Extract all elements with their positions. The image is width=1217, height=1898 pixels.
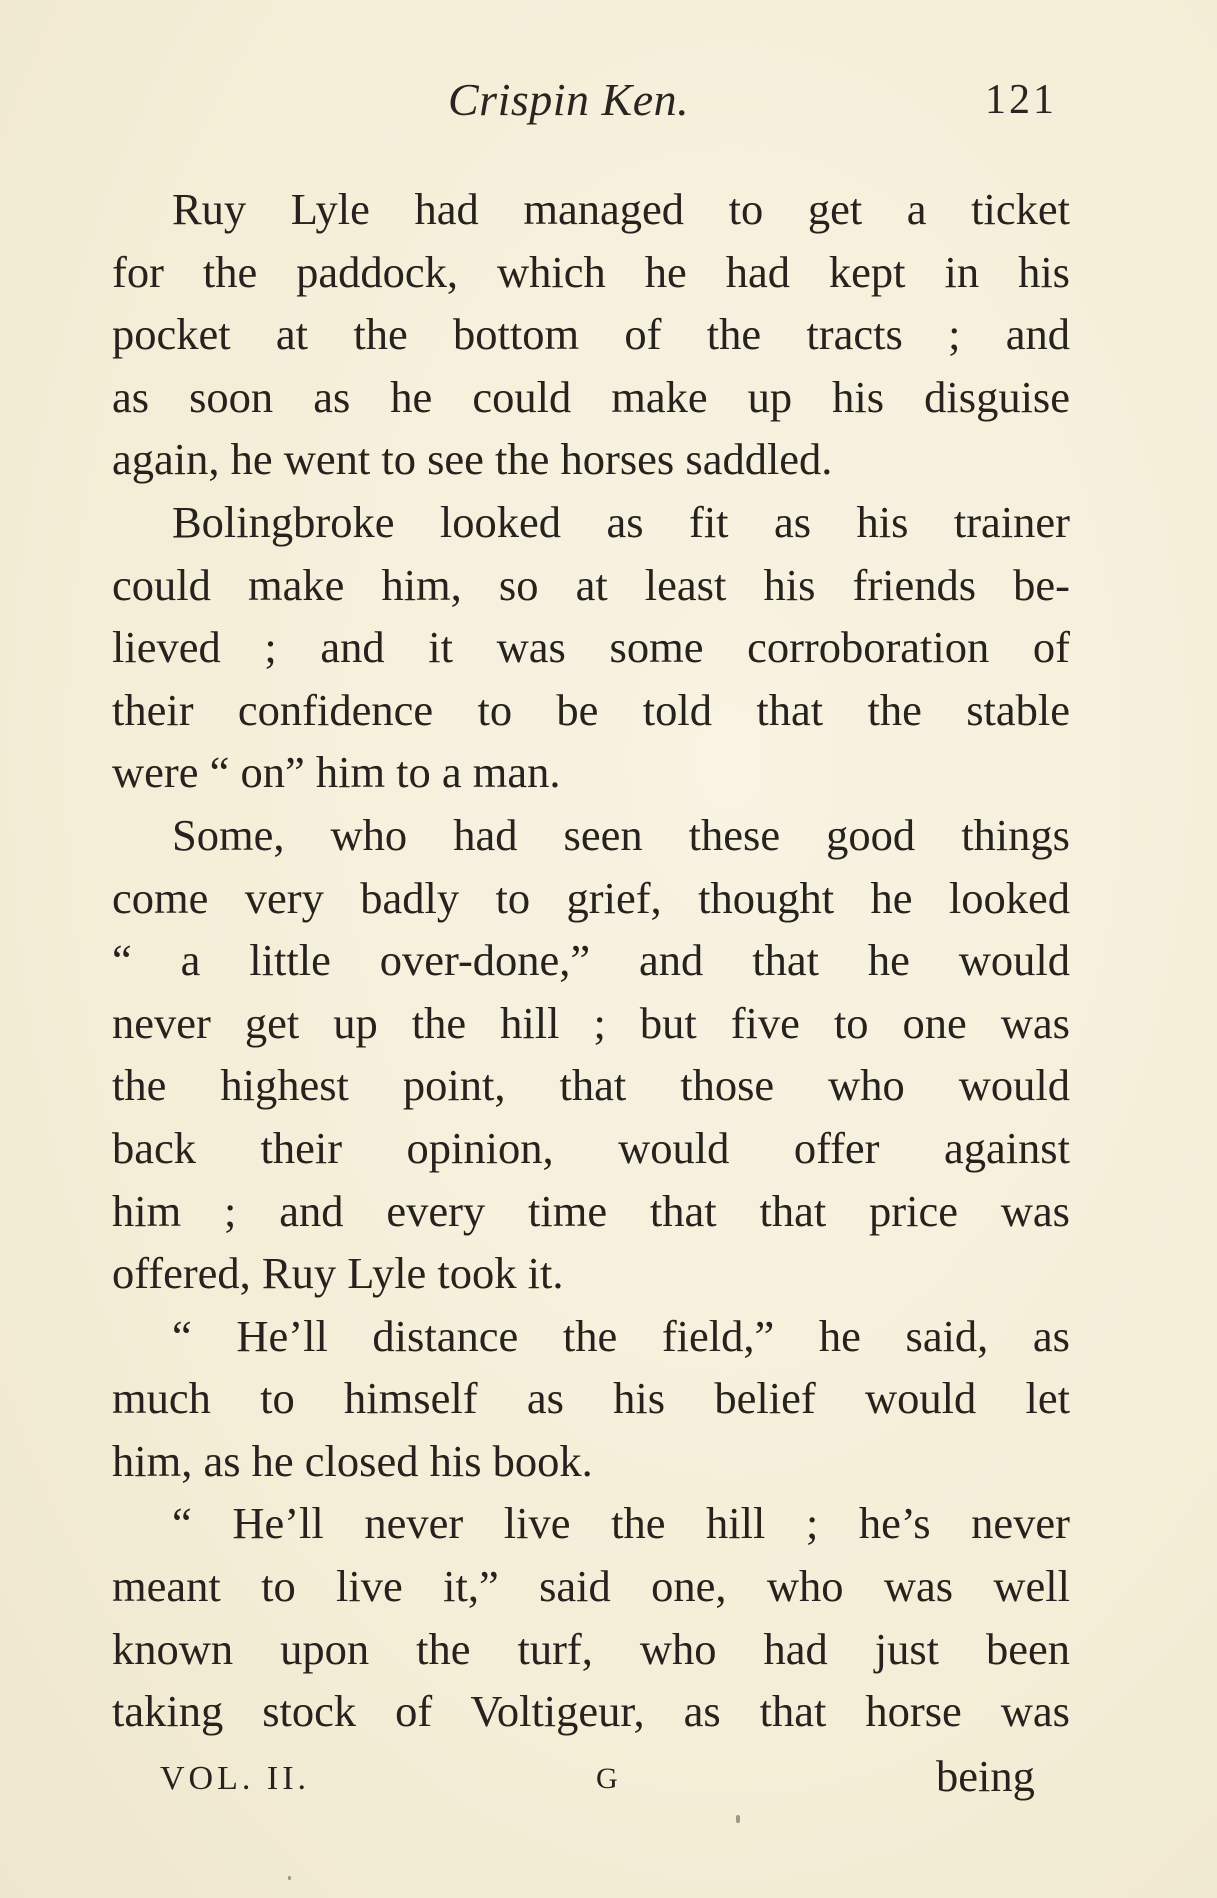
text-line: as soon as he could make up his disguise xyxy=(112,371,1070,422)
page-footer xyxy=(0,1746,1217,1806)
text-line: again, he went to see the horses saddled. xyxy=(112,434,833,485)
text-line: could make him, so at least his friends be- xyxy=(112,559,1070,610)
text-line: lieved ; and it was some corroboration of xyxy=(112,622,1070,673)
text-line: known upon the turf, who had just been xyxy=(112,1623,1070,1674)
gathering-mark: G xyxy=(596,1762,618,1795)
paper-speck xyxy=(736,1815,740,1823)
paper-speck xyxy=(288,1876,291,1880)
text-line: Ruy Lyle had managed to get a ticket xyxy=(172,184,1070,234)
text-line: meant to live it,” said one, who was well xyxy=(112,1561,1070,1612)
text-line: were “ on” him to a man. xyxy=(112,747,561,798)
volume-signature: VOL. II. xyxy=(160,1760,311,1797)
text-line: never get up the hill ; but five to one was xyxy=(112,997,1070,1048)
text-line: Bolingbroke looked as fit as his trainer xyxy=(172,496,1070,547)
text-line: for the paddock, which he had kept in his xyxy=(112,246,1070,297)
text-line: Some, who had seen these good things xyxy=(172,809,1070,860)
running-head xyxy=(0,70,1217,130)
text-line: back their opinion, would offer against xyxy=(112,1122,1070,1173)
text-line: pocket at the bottom of the tracts ; and xyxy=(112,309,1070,360)
text-line: him ; and every time that that price was xyxy=(112,1185,1070,1236)
text-line: taking stock of Voltigeur, as that horse was xyxy=(112,1686,1070,1737)
text-line: their confidence to be told that the stable xyxy=(112,684,1070,735)
text-line: offered, Ruy Lyle took it. xyxy=(112,1248,564,1299)
running-title: Crispin Ken. xyxy=(448,74,690,125)
text-line: the highest point, that those who would xyxy=(112,1060,1070,1111)
text-line: him, as he closed his book. xyxy=(112,1435,593,1486)
catchword: being xyxy=(936,1751,1035,1801)
text-line: “ He’ll never live the hill ; he’s never xyxy=(172,1498,1070,1549)
text-line: much to himself as his belief would let xyxy=(112,1373,1070,1424)
page-number: 121 xyxy=(985,77,1057,123)
text-line: “ He’ll distance the field,” he said, as xyxy=(172,1310,1070,1361)
body-text xyxy=(112,178,1070,1743)
text-line: come very badly to grief, thought he looked xyxy=(112,872,1070,923)
text-line: “ a little over-done,” and that he would xyxy=(112,935,1070,986)
